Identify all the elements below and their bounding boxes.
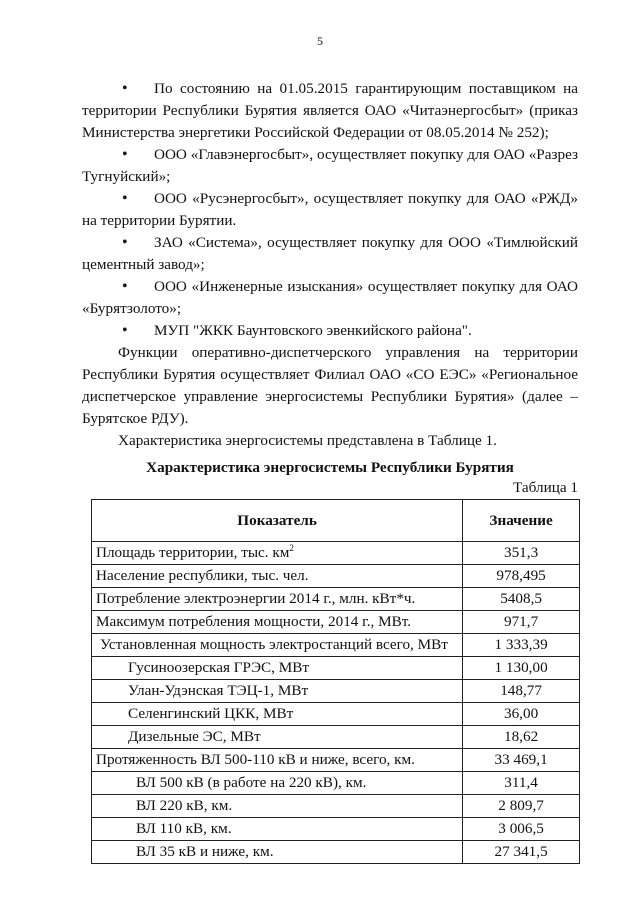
table-row (92, 749, 580, 772)
row-label: Гусиноозерская ГРЭС, МВт (92, 657, 463, 680)
table-row (92, 634, 580, 657)
table-row (92, 542, 580, 565)
bullet-item: • По состоянию на 01.05.2015 гарантирующим поставщиком на территории Республики Бурятия является ОАО «Читаэнергосбыт» (приказ Министерства энергетики Российской Федерации от 08.05.2014 № 252); (82, 80, 578, 141)
table-row (92, 588, 580, 611)
row-value: 33 469,1 (463, 749, 580, 772)
row-value: 3 006,5 (463, 818, 580, 841)
bullet-item: • ООО «Русэнергосбыт», осуществляет покупку для ОАО «РЖД» на территории Бурятии. (82, 190, 578, 229)
paragraph-dispatch: Функции оперативно-диспетчерского управления на территории Республики Бурятия осуществляет Филиал ОАО «СО ЕЭС» «Региональное диспетчерское управление энергосистемы Республики Бурятия» (далее – Бурятское РДУ). (82, 344, 578, 427)
table-row (92, 611, 580, 634)
bullet-icon: • (122, 146, 128, 163)
row-value: 27 341,5 (463, 841, 580, 864)
row-value: 148,77 (463, 680, 580, 703)
bullet-item: • ЗАО «Система», осуществляет покупку для ООО «Тимлюйский цементный завод»; (82, 234, 578, 273)
row-value: 971,7 (463, 611, 580, 634)
row-label: ВЛ 500 кВ (в работе на 220 кВ), км. (92, 772, 463, 795)
row-value: 36,00 (463, 703, 580, 726)
row-label: Потребление электроэнергии 2014 г., млн. кВт*ч. (92, 588, 463, 611)
row-value: 2 809,7 (463, 795, 580, 818)
table-row (92, 772, 580, 795)
row-label: ВЛ 110 кВ, км. (92, 818, 463, 841)
table-row (92, 795, 580, 818)
body-text (82, 78, 578, 452)
table-row (92, 841, 580, 864)
bullet-item: • МУП "ЖКК Баунтовского эвенкийского района". (82, 320, 578, 342)
row-label: Улан-Удэнская ТЭЦ-1, МВт (92, 680, 463, 703)
row-value: 311,4 (463, 772, 580, 795)
row-label: Население республики, тыс. чел. (92, 565, 463, 588)
page-number: 5 (317, 34, 323, 48)
row-value: 1 333,39 (463, 634, 580, 657)
table-row (92, 565, 580, 588)
row-value: 351,3 (463, 542, 580, 565)
paragraph-table-ref: Характеристика энергосистемы представлена в Таблице 1. (118, 432, 497, 449)
bullet-icon: • (122, 278, 128, 295)
row-value: 1 130,00 (463, 657, 580, 680)
table-number-label: Таблица 1 (513, 479, 578, 496)
energy-system-table (91, 499, 580, 864)
bullet-icon: • (122, 234, 128, 251)
header-value: Значение (463, 500, 580, 542)
table-row (92, 657, 580, 680)
row-value: 978,495 (463, 565, 580, 588)
row-label: Площадь территории, тыс. $км^2$ (92, 542, 463, 565)
table-row (92, 680, 580, 703)
row-value: 18,62 (463, 726, 580, 749)
row-label: ВЛ 35 кВ и ниже, км. (92, 841, 463, 864)
row-label: Протяженность ВЛ 500-110 кВ и ниже, всего, км. (92, 749, 463, 772)
table-row (92, 703, 580, 726)
header-indicator: Показатель (92, 500, 463, 542)
row-label: Установленная мощность электростанций всего, МВт (92, 634, 463, 657)
row-label: Селенгинский ЦКК, МВт (92, 703, 463, 726)
row-label: Дизельные ЭС, МВт (92, 726, 463, 749)
bullet-item: • ООО «Главэнергосбыт», осуществляет покупку для ОАО «Разрез Тугнуйский»; (82, 146, 578, 185)
bullet-item: • ООО «Инженерные изыскания» осуществляет покупку для ОАО «Бурятзолото»; (82, 278, 578, 317)
row-value: 5408,5 (463, 588, 580, 611)
bullet-icon: • (122, 80, 128, 97)
row-label: ВЛ 220 кВ, км. (92, 795, 463, 818)
row-label: Максимум потребления мощности, 2014 г., МВт. (92, 611, 463, 634)
table-caption: Характеристика энергосистемы Республики Бурятия (146, 459, 514, 476)
bullet-icon: • (122, 322, 128, 339)
table-header-row (92, 500, 580, 542)
table-row (92, 818, 580, 841)
table-row (92, 726, 580, 749)
bullet-icon: • (122, 190, 128, 207)
